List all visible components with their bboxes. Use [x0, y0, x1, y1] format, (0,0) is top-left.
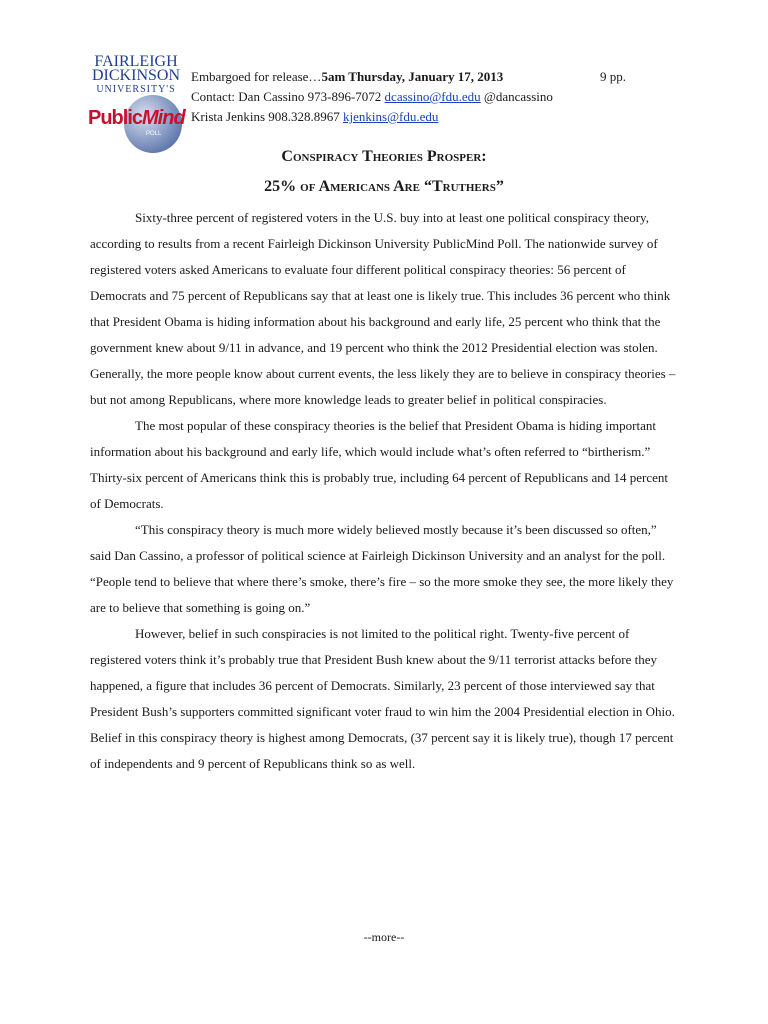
paragraph: However, belief in such conspiracies is not limited to the political right. Twenty-five percent of registered voters think it’s probably true that President Bush knew about the 9/11 terrorist attacks before they happened, a figure that includes 36 percent of Democrats. Similarly, 23 percent of those interviewed say that President Bush’s supporters committed significant voter fraud to win him the 2004 Presidential election in Ohio. Belief in this conspiracy theory is highest among Democrats, (37 percent say it is likely true), though 17 percent of independents and 9 percent of Republicans think so as well. [90, 626, 675, 771]
logo-poll: POLL [146, 131, 162, 137]
publicmind-wordmark [88, 107, 185, 130]
page-count: 9 pp. [600, 69, 626, 84]
publicmind-mind: Mind [142, 107, 185, 129]
logo-line-1: FAIRLEIGH [94, 53, 178, 70]
contact-row-2 [191, 107, 553, 127]
contact-2-email-link[interactable]: kjenkins@fdu.edu [343, 109, 439, 124]
contact-row-1 [191, 87, 553, 107]
embargo-row [191, 67, 626, 87]
contact-1-handle: @dancassino [480, 89, 553, 104]
logo-line-3: UNIVERSITY'S [96, 84, 176, 95]
headline-percent: 25% [264, 178, 301, 195]
logo-line-2: DICKINSON [92, 67, 180, 84]
paragraph: The most popular of these conspiracy theories is the belief that President Obama is hiding important information about his background and early life, which would include what’s often referred to “birtherism.” Thirty-six percent of Americans think this is probably true, including 64 percent of Republicans and 14 percent of Democrats. [90, 418, 668, 511]
contact-2-label: Krista Jenkins 908.328.8967 [191, 109, 344, 124]
headline-line-1: Conspiracy Theories Prosper: [281, 148, 487, 165]
contact-1-label: Contact: Dan Cassino 973-896-7072 [191, 89, 385, 104]
headline-rest: of Americans Are “Truthers” [300, 178, 504, 195]
embargo-label: Embargoed for release… [191, 69, 322, 84]
publicmind-public: Public [88, 107, 143, 129]
release-header [191, 67, 626, 127]
paragraph: “This conspiracy theory is much more widely believed mostly because it’s been discussed so often,” said Dan Cassino, a professor of political science at Fairleigh Dickinson University and an analyst for the poll. “People tend to believe that where there’s smoke, there’s fire – so the more smoke they see, the more likely they are to believe that something is going on.” [90, 522, 674, 615]
continued-marker: --more-- [363, 930, 405, 944]
contact-1-email-link[interactable]: dcassino@fdu.edu [384, 89, 481, 104]
paragraph: Sixty-three percent of registered voters in the U.S. buy into at least one political conspiracy theory, according to results from a recent Fairleigh Dickinson University PublicMind Poll. The nationwide survey of registered voters asked Americans to evaluate four different political conspiracy theories: 56 percent of Democrats and 75 percent of Republicans say that at least one is likely true. This includes 36 percent who think that President Obama is hiding information about his background and early life, 25 percent who think that the government knew about 9/11 in advance, and 19 percent who think the 2012 Presidential election was stolen. Generally, the more people know about current events, the less likely they are to believe in conspiracy theories – but not among Republicans, where more knowledge leads to greater belief in political conspiracies. [90, 210, 676, 407]
embargo-date: 5am Thursday, January 17, 2013 [321, 69, 504, 84]
headline-line-2 [0, 178, 768, 196]
article-body [90, 205, 680, 777]
